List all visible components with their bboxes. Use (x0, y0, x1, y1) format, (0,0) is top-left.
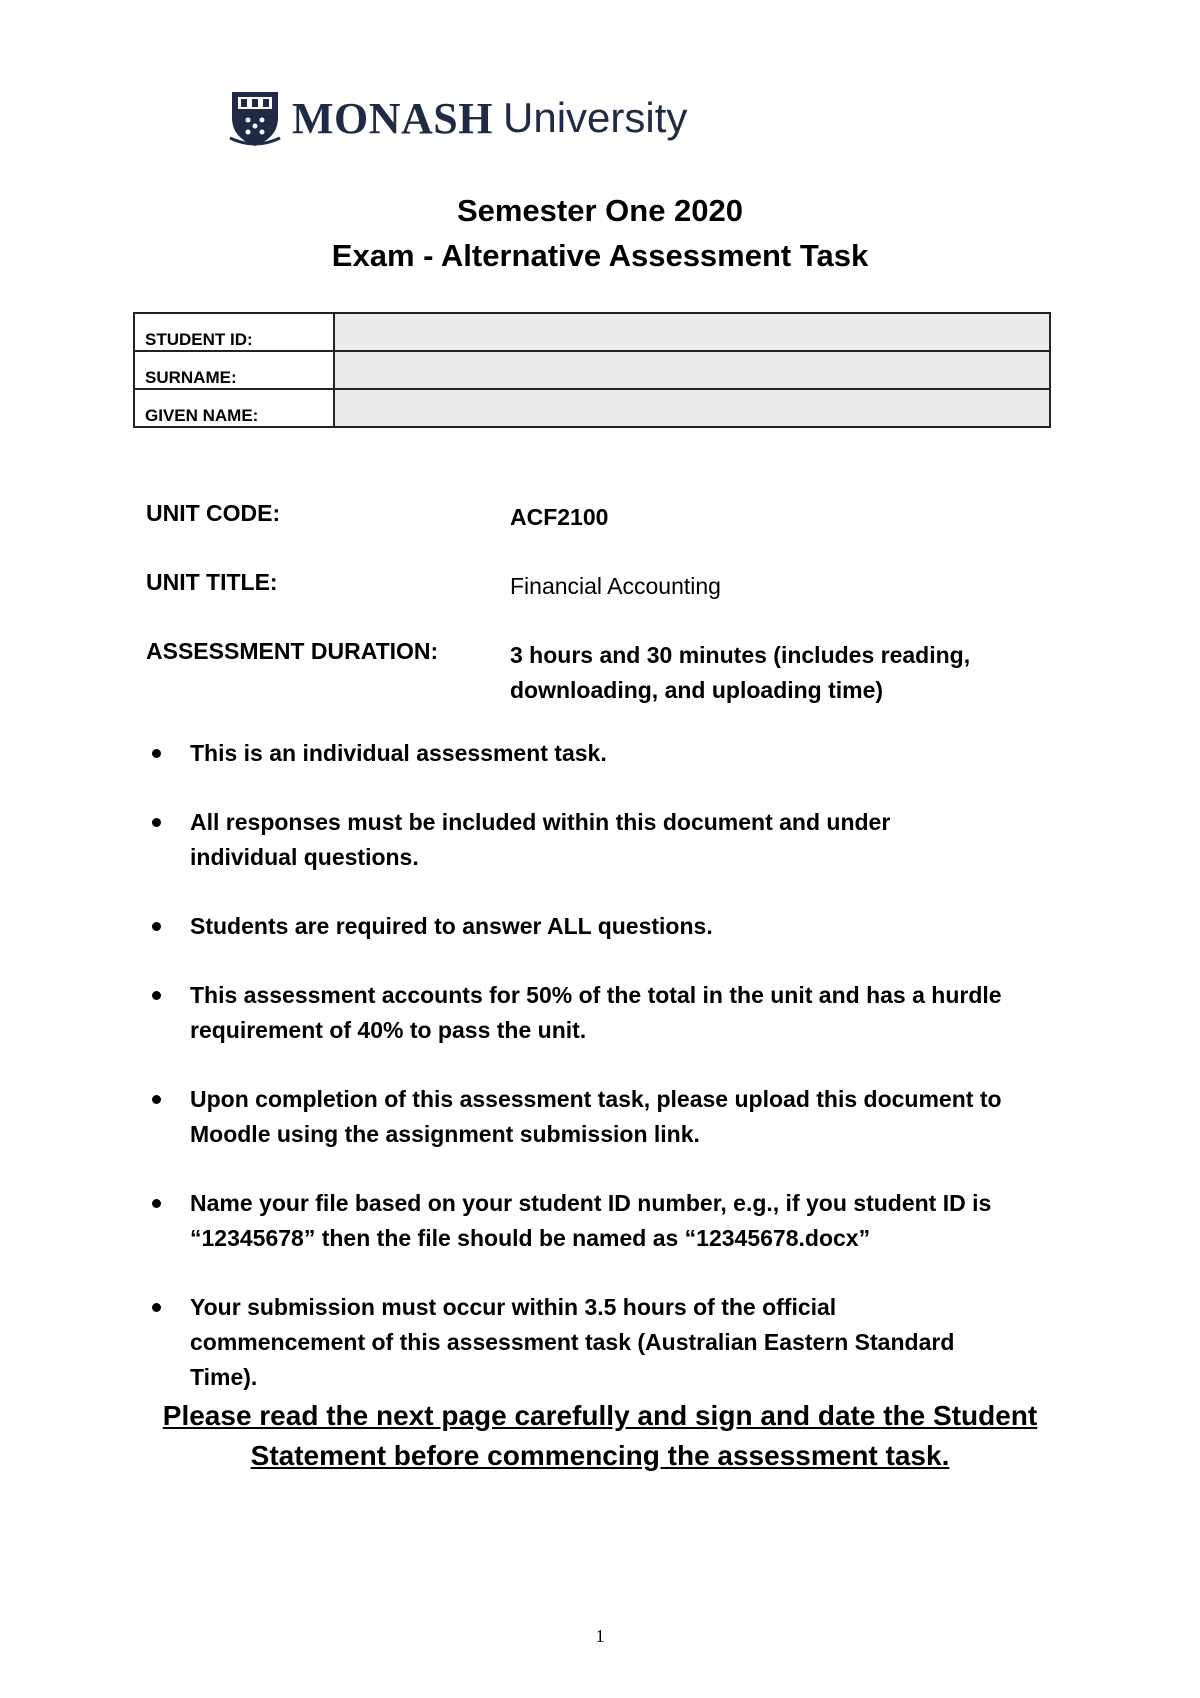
duration-line: downloading, and uploading time) (510, 677, 884, 703)
instruction-line: Students are required to answer ALL questions. (190, 913, 713, 939)
unit-title-value: Financial Accounting (510, 573, 721, 599)
semester-title: Semester One 2020 (456, 193, 744, 228)
table-row (134, 313, 1050, 351)
assessment-duration-label: ASSESSMENT DURATION: (146, 638, 439, 664)
instruction-line: “12345678” then the file should be named as “12345678.docx” (190, 1225, 871, 1251)
instruction-line: This assessment accounts for 50% of the total in the unit and has a hurdle (190, 982, 1002, 1008)
instruction-line: Moodle using the assignment submission link. (190, 1121, 700, 1147)
bullet-icon (152, 818, 161, 827)
instruction-line: requirement of 40% to pass the unit. (190, 1017, 587, 1043)
logo-monash-text: MONASH (292, 93, 493, 143)
list-item (146, 1290, 1076, 1395)
instruction-line: commencement of this assessment task (Australian Eastern Standard (190, 1329, 955, 1355)
bullet-icon (152, 1303, 161, 1312)
list-item (146, 1186, 1076, 1256)
student-details-table (133, 312, 1051, 428)
unit-title-label: UNIT TITLE: (146, 569, 278, 595)
given-name-label: GIVEN NAME: (134, 389, 334, 427)
student-id-label: STUDENT ID: (134, 313, 334, 351)
unit-code-value: ACF2100 (510, 504, 609, 530)
instruction-line: Upon completion of this assessment task, please upload this document to (190, 1086, 1002, 1112)
list-item (146, 1082, 1076, 1152)
instruction-line: Time). (190, 1364, 258, 1390)
bullet-icon (152, 1199, 161, 1208)
table-row (134, 389, 1050, 427)
monash-crest-icon (228, 88, 282, 148)
notice-line: Statement before commencing the assessment task. (250, 1440, 950, 1471)
list-item (146, 909, 1076, 944)
list-item (146, 805, 1076, 875)
list-item (146, 736, 1076, 771)
instruction-line: All responses must be included within this document and under (190, 809, 891, 835)
notice-line: Please read the next page carefully and sign and date the Student (162, 1400, 1038, 1431)
page-number: 1 (595, 1626, 605, 1646)
given-name-field[interactable] (334, 389, 1050, 427)
bullet-icon (152, 1095, 161, 1104)
bullet-icon (152, 922, 161, 931)
table-row (134, 351, 1050, 389)
exam-title: Exam - Alternative Assessment Task (331, 238, 869, 273)
logo-university-text: University (503, 94, 688, 141)
bullet-icon (152, 749, 161, 758)
duration-line: 3 hours and 30 minutes (includes reading, (510, 642, 971, 668)
instruction-line: Name your file based on your student ID number, e.g., if you student ID is (190, 1190, 992, 1216)
student-statement-notice (150, 1396, 1050, 1476)
unit-code-label: UNIT CODE: (146, 500, 281, 526)
instruction-line: This is an individual assessment task. (190, 740, 607, 766)
monash-logo (228, 88, 687, 148)
instruction-line: individual questions. (190, 844, 419, 870)
assessment-duration-value (510, 638, 1070, 708)
bullet-icon (152, 991, 161, 1000)
list-item (146, 978, 1076, 1048)
surname-label: SURNAME: (134, 351, 334, 389)
surname-field[interactable] (334, 351, 1050, 389)
instruction-line: Your submission must occur within 3.5 hours of the official (190, 1294, 837, 1320)
student-id-field[interactable] (334, 313, 1050, 351)
instructions-list (146, 736, 1076, 1395)
